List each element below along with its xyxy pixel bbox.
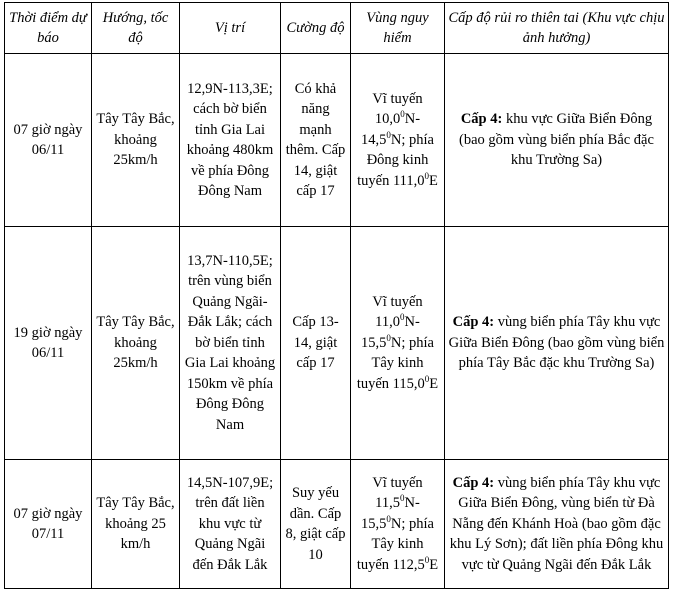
- risk-level-label: Cấp 4:: [460, 111, 503, 128]
- intensity-cell: Suy yếu dần. Cấp 8, giật cấp 10: [281, 460, 351, 589]
- danger-zone-cell: Vĩ tuyến 11,5$^0$N-15,5$^0$N; phía Tây kinh tuyến 112,5$^0$E: [351, 460, 445, 589]
- position-cell: 14,5N-107,9E; trên đất liền khu vực từ Quảng Ngãi đến Đắk Lắk: [180, 460, 281, 589]
- intensity-cell: Có khả năng mạnh thêm. Cấp 14, giật cấp 17: [281, 54, 351, 227]
- risk-cell: [445, 227, 669, 460]
- header-row: [5, 3, 669, 54]
- time-cell: 07 giờ ngày 07/11: [5, 460, 92, 589]
- time-cell: 19 giờ ngày 06/11: [5, 227, 92, 460]
- header-direction: Hướng, tốc độ: [92, 3, 180, 54]
- header-time: Thời điểm dự báo: [5, 3, 92, 54]
- risk-cell: [445, 54, 669, 227]
- header-position: Vị trí: [180, 3, 281, 54]
- intensity-cell: Cấp 13-14, giật cấp 17: [281, 227, 351, 460]
- direction-cell: Tây Tây Bắc, khoảng 25km/h: [92, 54, 180, 227]
- risk-level-label: Cấp 4:: [452, 314, 495, 331]
- position-cell: 13,7N-110,5E; trên vùng biển Quảng Ngãi-Đắk Lắk; cách bờ biển tỉnh Gia Lai khoảng 150km về phía Đông Đông Nam: [180, 227, 281, 460]
- risk-area-text: vùng biển phía Tây khu vực Giữa Biển Đông, vùng biển từ Đà Nẵng đến Khánh Hoà (bao gồm đặc khu Lý Sơn); đất liền phía Đông khu vực từ Quảng Ngãi đến Đắk Lắk: [449, 474, 664, 573]
- header-danger-zone: Vùng nguy hiểm: [351, 3, 445, 54]
- danger-zone-cell: Vĩ tuyến 11,0$^0$N-15,5$^0$N; phía Tây kinh tuyến 115,0$^0$E: [351, 227, 445, 460]
- table-row: [5, 460, 669, 589]
- direction-cell: Tây Tây Bắc, khoảng 25 km/h: [92, 460, 180, 589]
- table-row: [5, 54, 669, 227]
- header-intensity: Cường độ: [281, 3, 351, 54]
- risk-area-text: khu vực Giữa Biển Đông (bao gồm vùng biển phía Bắc đặc khu Trường Sa): [459, 111, 654, 169]
- time-cell: 07 giờ ngày 06/11: [5, 54, 92, 227]
- table-row: [5, 227, 669, 460]
- danger-zone-cell: Vĩ tuyến 10,0$^0$N-14,5$^0$N; phía Đông kinh tuyến 111,0$^0$E: [351, 54, 445, 227]
- risk-level-label: Cấp 4:: [452, 474, 495, 491]
- risk-area-text: vùng biển phía Tây khu vực Giữa Biển Đông (bao gồm vùng biển phía Tây Bắc đặc khu Trường Sa): [448, 314, 665, 372]
- forecast-table: [4, 2, 669, 589]
- position-cell: 12,9N-113,3E; cách bờ biển tỉnh Gia Lai khoảng 480km về phía Đông Đông Nam: [180, 54, 281, 227]
- header-risk-level: Cấp độ rủi ro thiên tai (Khu vực chịu ảnh hưởng): [445, 3, 669, 54]
- direction-cell: Tây Tây Bắc, khoảng 25km/h: [92, 227, 180, 460]
- risk-cell: [445, 460, 669, 589]
